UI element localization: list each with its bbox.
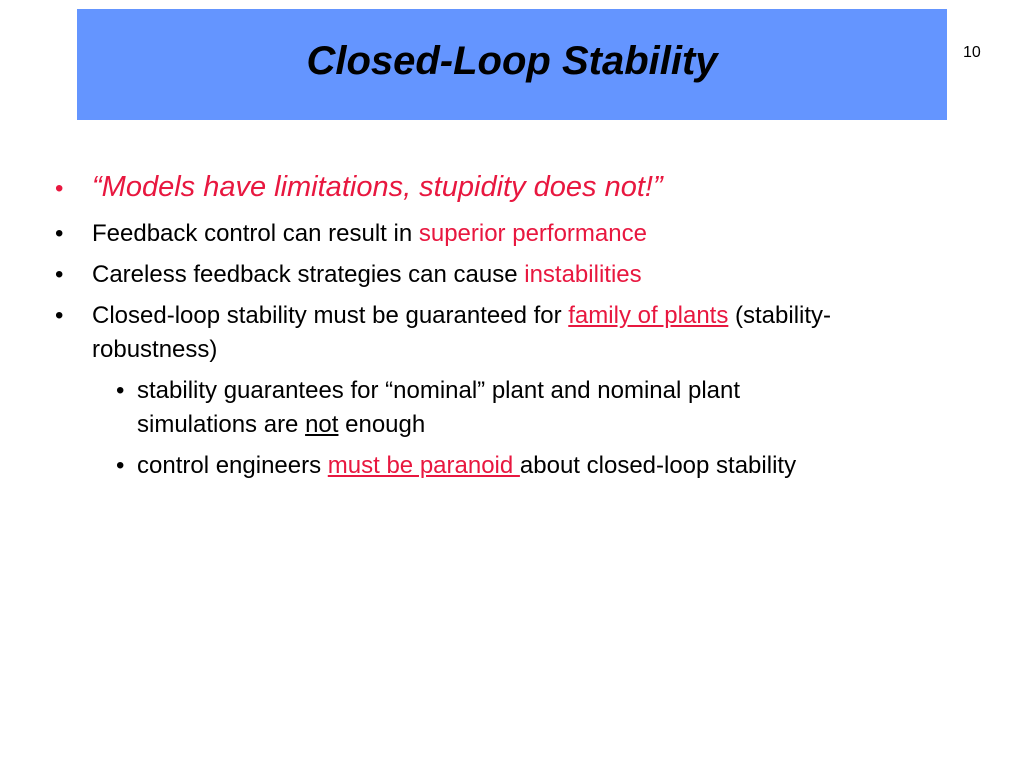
- bullet-text: enough: [338, 411, 426, 438]
- quote-bullet: “Models have limitations, stupidity does not!”: [92, 171, 663, 203]
- bullet-careless-feedback: [92, 258, 642, 292]
- slide-number: 10: [963, 44, 981, 61]
- sub-bullet-nominal: stability guarantees for “nominal” plant and nominal plant: [137, 377, 741, 404]
- highlight-link-text: must be paranoid: [327, 452, 520, 479]
- bullet-marker: •: [55, 261, 64, 288]
- sub-bullet-continuation: [137, 408, 425, 442]
- highlight-text: instabilities: [524, 261, 642, 288]
- bullet-text: about closed-loop stability: [519, 452, 797, 479]
- bullet-text: (stability-: [728, 302, 832, 329]
- bullet-text: Feedback control can result in: [92, 220, 419, 247]
- underlined-text: not: [305, 411, 339, 438]
- bullet-family-of-plants: [92, 299, 831, 333]
- bullet-text: Careless feedback strategies can cause: [92, 261, 525, 288]
- bullet-marker: •: [55, 175, 64, 202]
- highlight-link-text: family of plants: [568, 302, 729, 329]
- sub-bullet-paranoid: [137, 449, 796, 483]
- bullet-text: Closed-loop stability must be guaranteed for: [92, 302, 569, 329]
- slide-title: Closed-Loop Stability: [306, 39, 718, 83]
- sub-bullet-marker: •: [116, 452, 125, 479]
- bullet-continuation: robustness): [92, 336, 218, 363]
- bullet-feedback-performance: [92, 217, 647, 251]
- bullet-text: simulations are: [137, 411, 306, 438]
- bullet-marker: •: [55, 220, 64, 247]
- bullet-text: control engineers: [137, 452, 328, 479]
- sub-bullet-marker: •: [116, 377, 125, 404]
- highlight-text: superior performance: [418, 220, 647, 247]
- bullet-marker: •: [55, 302, 64, 329]
